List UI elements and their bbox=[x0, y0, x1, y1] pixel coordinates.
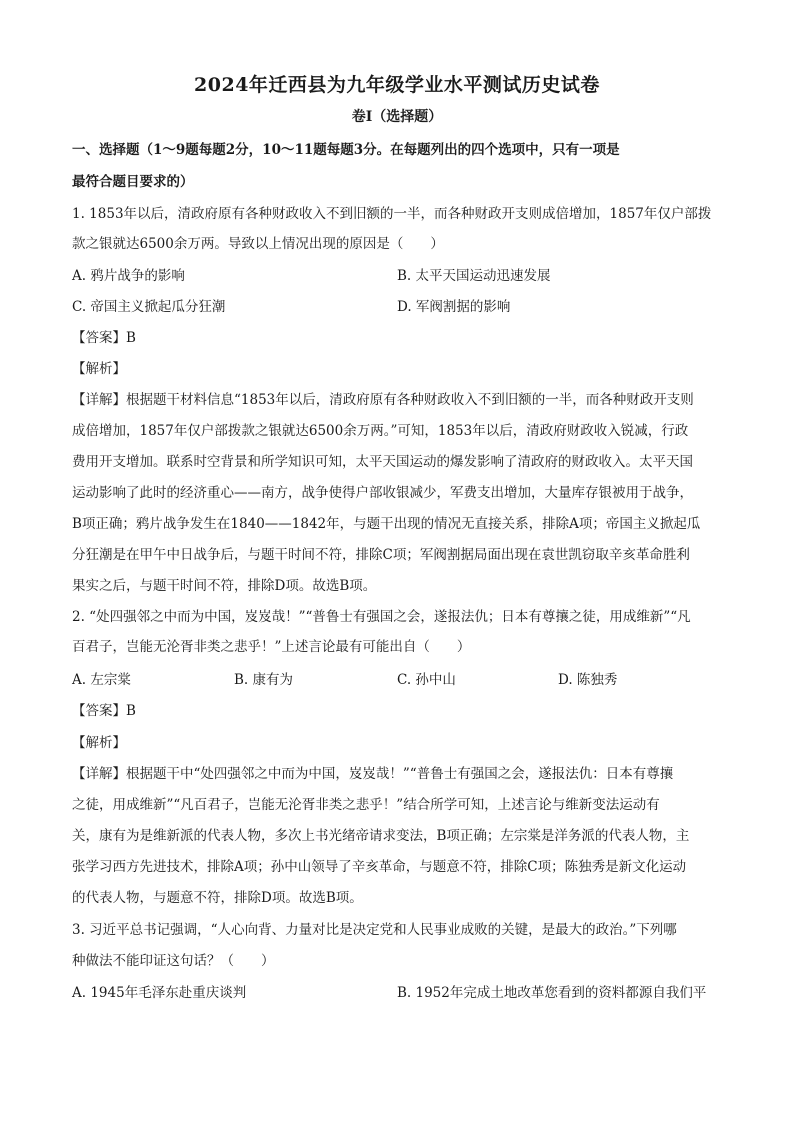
q2-detail-line: 张学习西方先进技术，排除A项；孙中山领导了辛亥革命，与题意不符，排除C项；陈独秀是新文化运动 bbox=[72, 859, 687, 875]
q3-option-a: A. 1945年毛泽东赴重庆谈判 bbox=[72, 985, 247, 1001]
q3-option-b: B. 1952年完成土地改革您看到的资料都源自我们平 bbox=[397, 985, 707, 1001]
section-heading-line: 最符合题目要求的） bbox=[72, 174, 194, 190]
q2-answer: 【答案】B bbox=[72, 703, 136, 719]
page-title: 2024年迁西县为九年级学业水平测试历史试卷 bbox=[194, 74, 600, 96]
q1-option-d: D. 军阀割据的影响 bbox=[397, 299, 511, 315]
q1-detail-line: 成倍增加，1857年仅户部拨款之银就达6500余万两。”可知，1853年以后，清政府财政收入锐减，行政 bbox=[72, 423, 689, 439]
q1-option-b: B. 太平天国运动迅速发展 bbox=[397, 268, 551, 284]
q2-detail-line: 【详解】根据题干中“处四强邻之中而为中国，岌岌哉！”“普鲁士有强国之会，遂报法仇：日本有尊攘 bbox=[72, 766, 674, 782]
q2-detail-line: 关，康有为是维新派的代表人物，多次上书光绪帝请求变法，B项正确；左宗棠是洋务派的代表人物，主 bbox=[72, 828, 690, 844]
q2-detail-line: 之徒，用成维新”“凡百君子，岂能无沦胥非类之悲乎！”结合所学可知，上述言论与维新变法运动有 bbox=[72, 797, 660, 813]
q2-option-d: D. 陈独秀 bbox=[558, 672, 618, 688]
section-subtitle: 卷Ⅰ（选择题） bbox=[351, 109, 443, 125]
q1-analysis-label: 【解析】 bbox=[72, 361, 126, 377]
q2-analysis-label: 【解析】 bbox=[72, 735, 126, 751]
q1-stem-line: 1. 1853年以后，清政府原有各种财政收入不到旧额的一半，而各种财政开支则成倍增加，1857年仅户部拨 bbox=[72, 206, 712, 222]
q1-detail-line: 费用开支增加。联系时空背景和所学知识可知，太平天国运动的爆发影响了清政府的财政收入。太平天国 bbox=[72, 454, 693, 470]
section-heading-line: 一、选择题（1～9题每题2分，10～11题每题3分。在每题列出的四个选项中，只有一项是 bbox=[72, 142, 620, 158]
q2-stem-line: 百君子，岂能无沦胥非类之悲乎！”上述言论最有可能出自（ ） bbox=[72, 639, 471, 655]
q1-detail-line: B项正确；鸦片战争发生在1840——1842年，与题干出现的情况无直接关系，排除A项；帝国主义掀起瓜 bbox=[72, 516, 701, 532]
q1-stem-line: 款之银就达6500余万两。导致以上情况出现的原因是（ ） bbox=[72, 236, 444, 252]
q2-option-b: B. 康有为 bbox=[234, 672, 294, 688]
q1-detail-line: 果实之后，与题干时间不符，排除D项。故选B项。 bbox=[72, 578, 377, 594]
q1-answer: 【答案】B bbox=[72, 330, 136, 346]
q2-option-c: C. 孙中山 bbox=[397, 672, 456, 688]
q2-detail-line: 的代表人物，与题意不符，排除D项。故选B项。 bbox=[72, 890, 363, 906]
q1-detail-line: 分狂潮是在甲午中日战争后，与题干时间不符，排除C项；军阀割据局面出现在袁世凯窃取辛亥革命胜利 bbox=[72, 547, 690, 563]
q2-stem-line: 2. “处四强邻之中而为中国，岌岌哉！”“普鲁士有强国之会，遂报法仇；日本有尊攘之徒，用成维新”“凡 bbox=[72, 609, 691, 625]
q2-option-a: A. 左宗棠 bbox=[72, 672, 131, 688]
q1-detail-line: 运动影响了此时的经济重心——南方，战争使得户部收银减少，军费支出增加，大量库存银被用于战争， bbox=[72, 485, 693, 501]
q1-option-a: A. 鸦片战争的影响 bbox=[72, 268, 185, 284]
q3-stem-line: 3. 习近平总书记强调，“人心向背、力量对比是决定党和人民事业成败的关键，是最大的政治。”下列哪 bbox=[72, 922, 677, 938]
q3-stem-line: 种做法不能印证这句话？（ ） bbox=[72, 953, 275, 969]
q1-option-c: C. 帝国主义掀起瓜分狂潮 bbox=[72, 299, 226, 315]
q1-detail-line: 【详解】根据题干材料信息“1853年以后，清政府原有各种财政收入不到旧额的一半，而各种财政开支则 bbox=[72, 392, 694, 408]
